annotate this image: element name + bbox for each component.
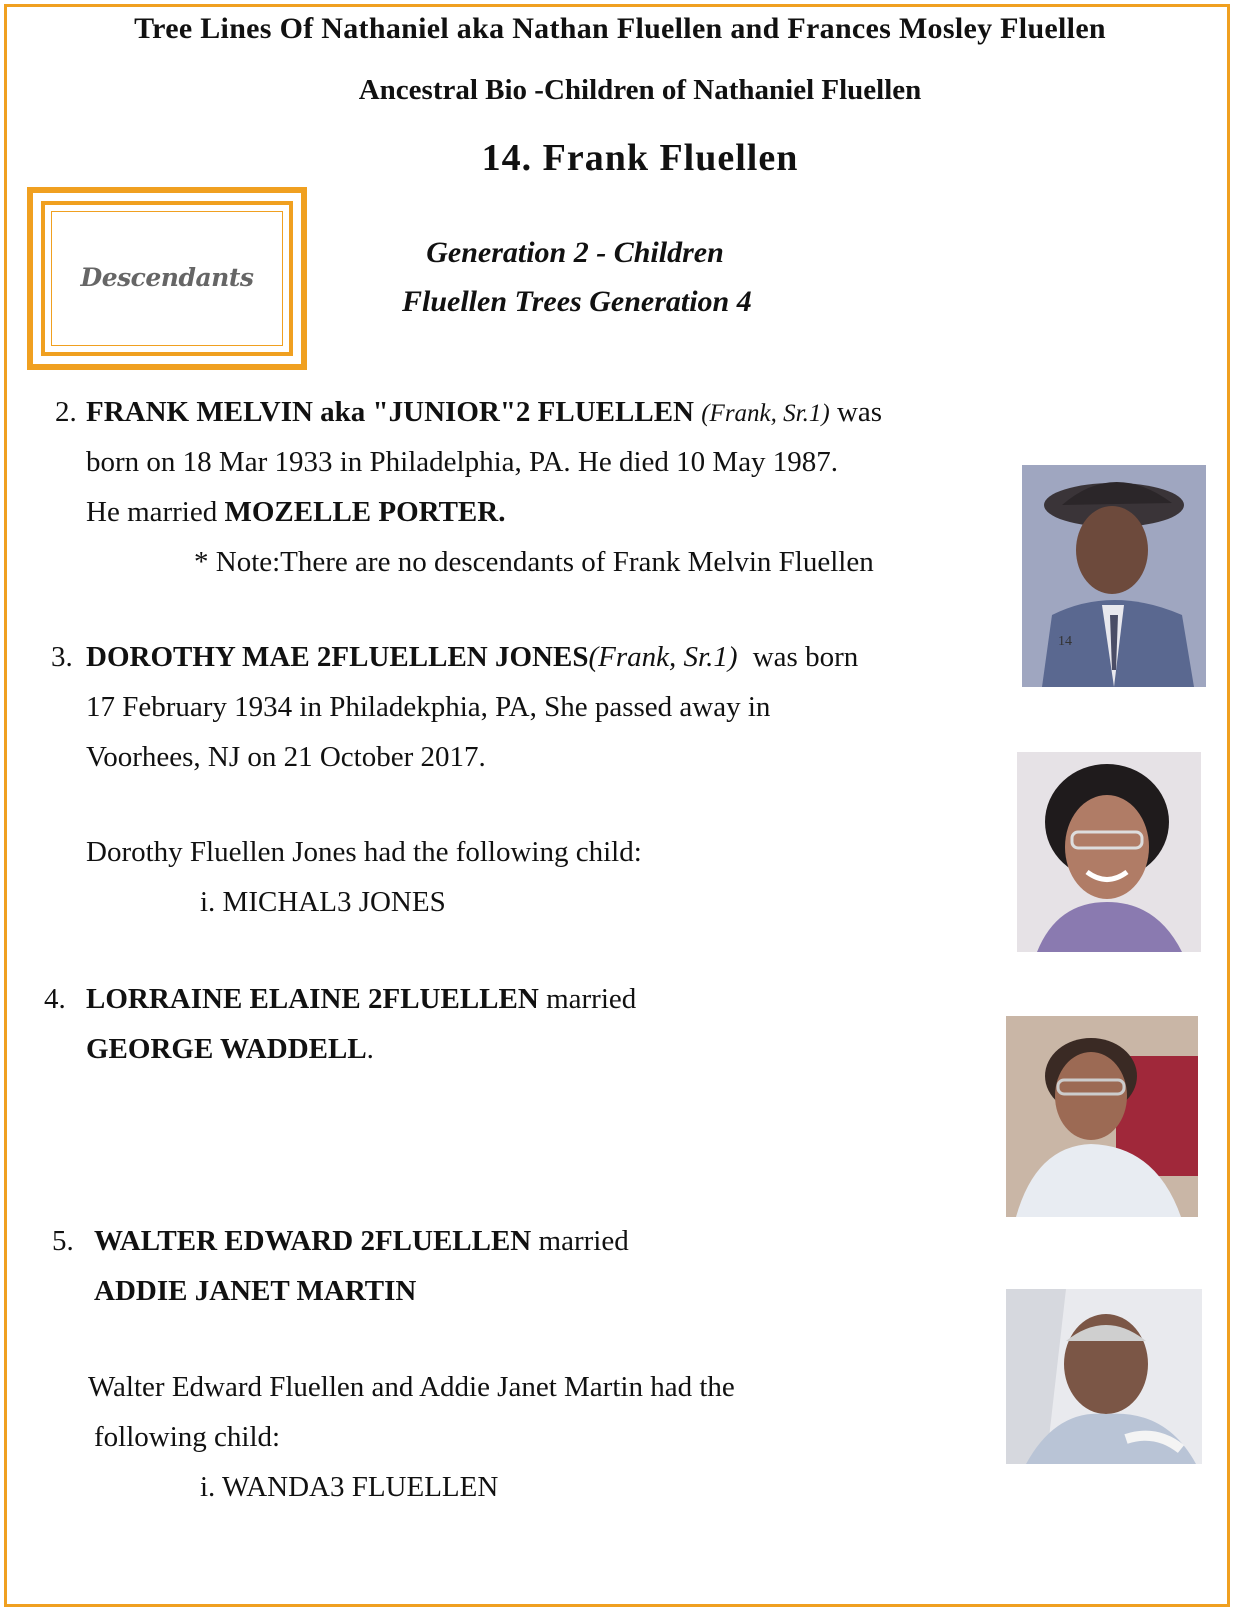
entry-2-parent: (Frank, Sr.1)	[701, 400, 830, 427]
entry-2-line-1	[86, 387, 882, 439]
photo-dorothy	[1017, 752, 1201, 952]
page-title: Tree Lines Of Nathaniel aka Nathan Fluellen and Frances Mosley Fluellen	[134, 12, 1106, 45]
entry-5-spouse: ADDIE JANET MARTIN	[94, 1275, 417, 1307]
badge-label: Descendants	[80, 263, 254, 292]
entry-5-child: i. WANDA3 FLUELLEN	[200, 1471, 499, 1503]
entry-2-spouse: MOZELLE PORTER.	[224, 496, 506, 528]
generation-line-1: Generation 2 - Children	[426, 236, 724, 269]
descendants-badge	[27, 187, 307, 370]
entry-2-line-3	[86, 487, 505, 537]
entry-3-line-3: Voorhees, NJ on 21 October 2017.	[86, 741, 486, 773]
entry-3-line-2: 17 February 1934 in Philadekphia, PA, She passed away in	[86, 691, 771, 723]
entry-2-note: * Note:There are no descendants of Frank Melvin Fluellen	[194, 546, 874, 578]
photo-lorraine	[1006, 1016, 1198, 1217]
section-heading	[0, 136, 1240, 180]
entry-3-parent: (Frank, Sr.1)	[588, 641, 738, 673]
entry-4-text: married	[546, 983, 637, 1015]
entry-4-line-1	[86, 974, 636, 1024]
entry-3-name: DOROTHY MAE 2FLUELLEN JONES	[86, 641, 589, 673]
entry-3-children-intro: Dorothy Fluellen Jones had the following child:	[86, 836, 642, 868]
entry-4-number: 4.	[44, 983, 66, 1015]
photo-frank-melvin	[1022, 465, 1206, 687]
entry-5-text: married	[538, 1225, 629, 1257]
entry-3-number: 3.	[51, 641, 73, 673]
entry-2-name: FRANK MELVIN aka "JUNIOR"2 FLUELLEN	[86, 396, 694, 428]
entry-2-number: 2.	[55, 396, 77, 428]
entry-2-text: was	[836, 396, 883, 428]
entry-5-name: WALTER EDWARD 2FLUELLEN	[94, 1225, 532, 1257]
entry-5-line-2	[94, 1266, 416, 1316]
entry-5-children-intro-1: Walter Edward Fluellen and Addie Janet Martin had the	[88, 1371, 735, 1403]
entry-2-line-2: born on 18 Mar 1933 in Philadelphia, PA. He died 10 May 1987.	[86, 446, 839, 478]
entry-2-married: He married	[86, 496, 218, 528]
entry-3-line-1	[86, 632, 858, 682]
generation-line-2: Fluellen Trees Generation 4	[402, 285, 752, 318]
entry-4-spouse-suffix: .	[366, 1033, 374, 1065]
photo-walter	[1006, 1289, 1202, 1464]
page-subtitle: Ancestral Bio -Children of Nathaniel Fluellen	[358, 74, 922, 106]
photo-caption: 14	[1058, 634, 1072, 649]
entry-5-number: 5.	[52, 1225, 74, 1257]
entry-4-line-2	[86, 1024, 374, 1074]
section-heading-text: 14. Frank Fluellen	[481, 137, 799, 179]
entry-3-child: i. MICHAL3 JONES	[200, 886, 446, 918]
entry-3-text: was born	[752, 641, 859, 673]
entry-5-children-intro-2: following child:	[94, 1421, 281, 1453]
entry-4-name: LORRAINE ELAINE 2FLUELLEN	[86, 983, 539, 1015]
entry-5-line-1	[94, 1216, 629, 1266]
entry-4-spouse: GEORGE WADDELL	[86, 1033, 367, 1065]
